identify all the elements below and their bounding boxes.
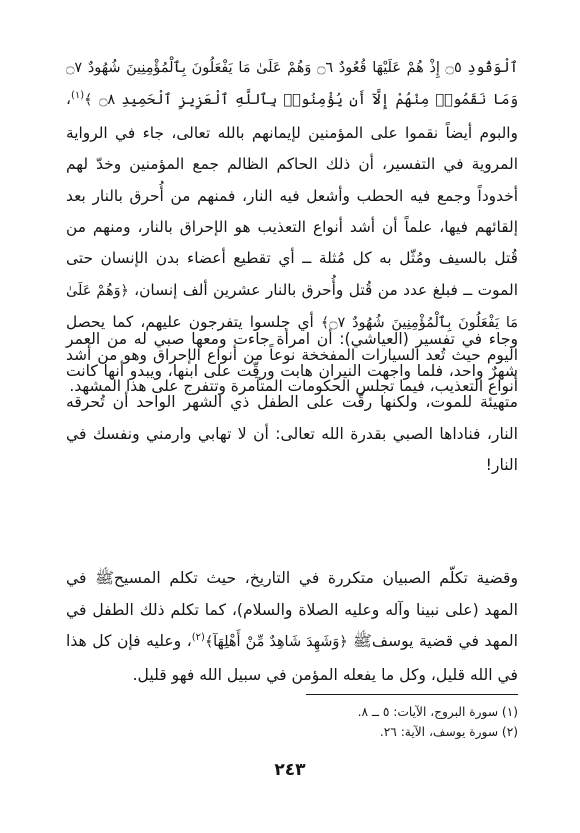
paragraph-1-text-1: ، والبوم أيضاً نقموا على المؤمنين لإيمانهم بالله تعالى، جاء في الرواية المروية في التفسير، أن ذلك الحاكم الظالم جمع المؤمنين وخدّ لهم أخدوداً وجمع فيه الحطب وأشعل فيه النار، فمنهم من أُحرق بالنار بعد إلقائهم فيها، علماً أن أشد أنواع التعذيب هو الإحراق بالنار، ومنهم من قُتل بالسيف ومُثّل به كل مُثلة ــ أي تقطيع أعضاء بدن الإنسان حتى الموت ــ فبلغ عدد من قُتل وأُحرق بالنار عشرين ألف إنسان، bbox=[66, 90, 518, 299]
closing-ornament-2: ﴾ bbox=[320, 315, 330, 332]
opening-ornament-3: ﴿ bbox=[339, 634, 348, 651]
paragraph-3-text-1: وقضية تكلّم الصبيان متكررة في التاريخ، حيث تكلم المسيح bbox=[113, 569, 518, 587]
footnote-1: (١) سورة البروج، الآيات: ٥ ــ ٨. bbox=[357, 705, 518, 719]
page-number: ٢٤٣ bbox=[274, 760, 306, 780]
footnotes bbox=[210, 702, 518, 742]
quran-verse-3: وَشَهِدَ شَاهِدٌ مِّنْ أَهْلِهَآ bbox=[213, 634, 340, 651]
closing-ornament-1: ﴾ bbox=[84, 92, 93, 109]
opening-ornament-2: ﴿ bbox=[120, 282, 129, 299]
paragraph-1-text-2: أي جلسوا يتفرجون عليهم، كما يحصل اليوم حيث تُعد السيارات المفخخة نوعاً من أنواع الإحراق وهو من أشد أنواع التعذيب، فيما تجلس الحكومات المتآمرة وتتفرج على هذا المشهد. bbox=[66, 313, 518, 396]
footnote-divider bbox=[306, 694, 518, 695]
closing-ornament-3: ﴾ bbox=[204, 634, 214, 651]
honorific-symbol-1: ﷺ bbox=[95, 569, 114, 587]
quran-verse-2: وَهُمْ عَلَىٰ مَا يَفْعَلُونَ بِٱلْمُؤْمِنِينَ شُهُودٌ ۝٧ bbox=[66, 282, 518, 332]
paragraph-2: وجاء في تفسير (العياشي): أن امرأة جاءت ومعها صبي له من العمر شهرٌ واحد، فلما واجهت النيران هابت ورقّت على ابنها، ويبدو أنها كانت متهيئة للموت، ولكنها رقّت على الطفل ذي الشهر الواحد أن تُحرقه النار، فناداها الصبي بقدرة الله تعالى: أن لا تهابي وارمني ونفسك في النار! bbox=[66, 330, 518, 475]
quran-verse-1: ٱلْوَقُودِ ۝٥ إِذْ هُمْ عَلَيْهَا قُعُودٌ ۝٦ وَهُمْ عَلَىٰ مَا يَفْعَلُونَ بِٱلْمُؤْمِنِينَ شُهُودٌ ۝٧ وَمَا نَقَمُوا۟ مِنْهُمْ إِلَّآ أَن يُؤْمِنُوا۟ بِٱللَّهِ ٱلْعَزِيزِ ٱلْحَمِيدِ ۝٨ bbox=[66, 60, 518, 109]
honorific-symbol-2: ﷺ bbox=[353, 632, 372, 651]
footnote-2: (٢) سورة يوسف، الآية: ٢٦. bbox=[379, 725, 518, 739]
paragraph-3-text-2: في المهد (على نبينا وآله وعليه الصلاة والسلام)، كما تكلم ذلك الطفل في المهد في قضية يوسف bbox=[66, 569, 518, 651]
paragraph-3 bbox=[66, 563, 518, 691]
paragraph-3-text-3: ، وعليه فإن كل هذا في الله قليل، وكل ما يفعله المؤمن في سبيل الله فهو قليل. bbox=[66, 632, 518, 684]
footnote-ref-1: (١) bbox=[70, 90, 85, 102]
footnote-ref-2: (٢) bbox=[191, 632, 205, 644]
